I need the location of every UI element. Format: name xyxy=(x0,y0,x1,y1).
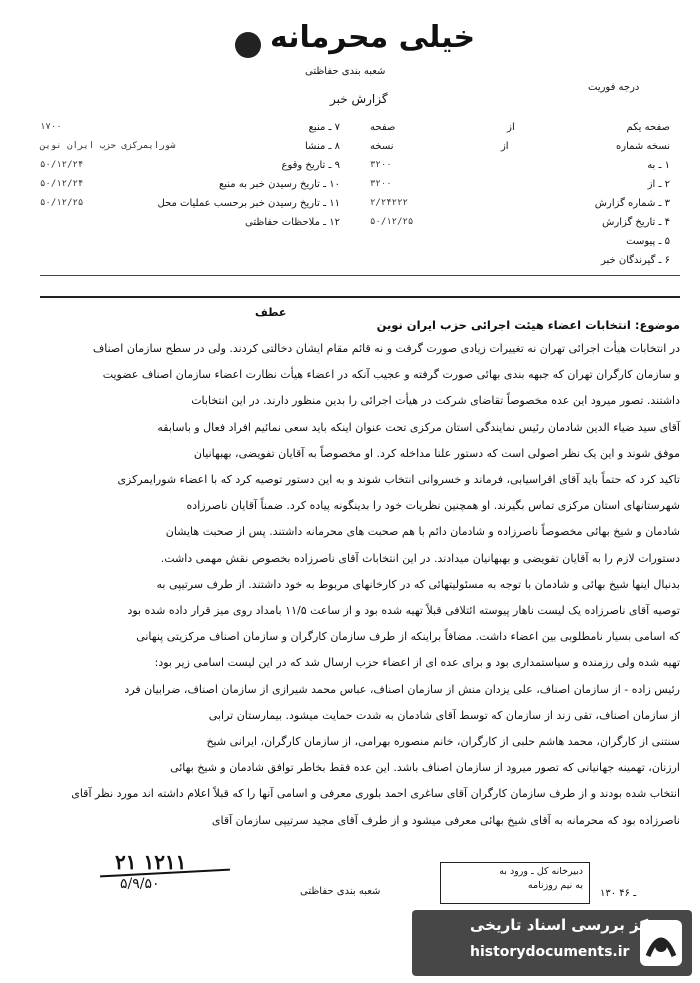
body-line: سنتنی از کارگران، محمد هاشم حلبی از کارگران، خانم منصوره بهرامی، از سازمان کارگران، ایرانی شیخ xyxy=(206,735,680,749)
header-row xyxy=(370,251,670,270)
field-value: ۱۷۰۰ xyxy=(40,122,62,132)
field-value: ۵۰/۱۲/۲۴ xyxy=(40,160,84,170)
field-label: ۵ ـ پیوست xyxy=(626,236,670,247)
divider xyxy=(40,296,680,298)
field-label: ۳ ـ شماره گزارش xyxy=(594,198,670,209)
body-line: ناصرزاده بود که محرمانه به آقای شیخ بهائی معرفی میشود و از طرف آقای مجید سرتیپی سازمان آقای xyxy=(211,813,680,827)
body-line: ارزنان، تهمینه جهانیانی که تصور میرود از سازمان اصناف باشد. این عده فقط بخاطر توافق شادمان و شیخ بهائی xyxy=(170,761,680,775)
field-value: ۵۰/۱۲/۲۴ xyxy=(40,179,84,189)
stamp-line: به نیم روزنامه xyxy=(527,880,583,891)
field-label: ۸ ـ منشا xyxy=(304,141,340,152)
field-label: ۹ ـ تاریخ وقوع xyxy=(281,160,340,171)
dept-label: شعبه بندی حفاظتی xyxy=(305,66,386,77)
field-value: شورایمرکزی حزب ایران نوین xyxy=(40,141,176,151)
report-label: گزارش خبر xyxy=(330,92,388,106)
body-line: تهیه شده ولی رزمنده و سیاستمداری بود و برای عده ای از اعضاء حزب ارسال شد که در این لیست اسامی زیر بود: xyxy=(154,656,680,670)
divider xyxy=(40,275,680,276)
field-label: نسخه xyxy=(370,141,394,152)
header-row xyxy=(370,213,670,232)
header-row xyxy=(370,194,670,213)
header-row xyxy=(40,118,340,137)
field-label: ۱ ـ به xyxy=(647,160,670,171)
reference-number: ۱۳۰ ـ ۴۶ xyxy=(600,888,637,899)
body-line: توصیه آقای ناصرزاده یک لیست ناهار پیوسته ائتلافی قبلاً تهیه شده بود و از ساعت ۱۱/۵ بامداد روی میز قرار داده شده بود xyxy=(127,604,680,618)
field-label: ۷ ـ منبع xyxy=(308,122,340,133)
field-label: از xyxy=(507,122,515,133)
field-value: ۳۲۰۰ xyxy=(370,179,392,189)
body-line: از سازمان اصناف، تقی زند از سازمان که توسط آقای شادمان به شدت حمایت میشود. بیمارستان ترابی xyxy=(208,708,680,722)
watermark-url[interactable]: historydocuments.ir xyxy=(470,944,630,960)
body-line: رئیس زاده - از سازمان اصناف، علی یزدان منش از سازمان اصناف، عباس محمد شیرازی از سازمان اصناف، ضرابیان فرد xyxy=(124,682,680,696)
body-line: بدنبال اینها شیخ بهائی و شادمان با توجه به مسئولیتهائی که در کارخانهای مربوط به خود داشتند. از طرف سرتیپی به xyxy=(156,577,680,591)
handwritten-number-2: ۵/۹/۵۰ xyxy=(120,876,160,892)
body-line: دستورات لازم را به آقایان تفویضی و بهبهانیان میدادند. در این انتخابات آقای ناصرزاده بخصوص نقش مهمی داشت. xyxy=(160,551,680,565)
header-fields-left xyxy=(40,118,340,232)
header-row xyxy=(40,137,340,156)
header-row xyxy=(370,156,670,175)
body-line: و سازمان کارگران تهران که جبهه بندی بهائی صورت گرفته و عجیب آنکه در اعضاء هیأت نظارت اعضاء سازمان اصناف عضویت xyxy=(102,368,680,382)
body-line: تاکید کرد که حتماً باید آقای اقراسیابی، فرماند و خسروانی انتخاب شوند و به این دستور توصیه کرد که با اعضاء شورایمرکزی xyxy=(117,473,680,487)
field-label: ۲ ـ از xyxy=(647,179,670,190)
header-row xyxy=(40,156,340,175)
body-line: در انتخابات هیأت اجرائی تهران نه تغییرات زیادی صورت گرفت و نه قائم مقام ایشان دخالتی کردند. ولی در سطح سازمان اصناف xyxy=(92,342,680,355)
margin-mark: عطف xyxy=(255,306,287,319)
header-fields-right xyxy=(370,118,670,270)
field-label: صفحه xyxy=(370,122,396,133)
document-body xyxy=(30,336,680,834)
body-line: که اسامی بسیار نامطلوبی بین اعضاء داشت. مضافاً براینکه از طرف سازمان کارگران و سازمان اصناف مرکزیتی پنهانی xyxy=(136,630,680,644)
field-label: ۱۱ ـ تاریخ رسیدن خبر برحسب عملیات محل xyxy=(157,198,340,209)
body-line: شادمان و شیخ بهائی مخصوصاً ناصرزاده و شادمان دائم با هم صحبت های محرمانه داشتند. پس از صحبت هایشان xyxy=(165,525,680,539)
stamp-line: دبیرخانه کل ـ ورود به xyxy=(499,866,583,877)
body-line: آقای سید ضیاء الدین شادمان رئیس نمایندگی استان مرکزی تحت عنوان اینکه باید سعی نمائیم افراد فعال و باسابقه xyxy=(157,420,680,434)
header-row xyxy=(40,213,340,232)
handwritten-number: ۲۱ ۱۲۱۱ xyxy=(115,850,187,874)
header-row xyxy=(370,118,670,137)
body-line: موفق شوند و این یک نظر اصولی است که دستور علنا مداخله کرد. او مخصوصاً به آقایان تفویضی، بهبهانیان xyxy=(193,446,680,460)
field-label: ۱۲ ـ ملاحظات حفاظتی xyxy=(245,217,340,228)
field-value: ۳۲۰۰ xyxy=(370,160,392,170)
watermark-title: مرکز بررسی اسناد تاریخی xyxy=(470,916,667,934)
header-row xyxy=(370,137,670,156)
header-row xyxy=(370,232,670,251)
field-label: ۱۰ ـ تاریخ رسیدن خبر به منبع xyxy=(218,179,340,190)
header-row xyxy=(40,175,340,194)
field-label: ۶ ـ گیرندگان خبر xyxy=(600,255,670,266)
registry-stamp xyxy=(440,862,590,904)
header-row xyxy=(370,175,670,194)
field-label: نسخه شماره xyxy=(616,141,670,152)
header-row xyxy=(40,194,340,213)
field-label: صفحه یکم xyxy=(626,122,670,133)
field-label: ۴ ـ تاریخ گزارش xyxy=(602,217,670,228)
body-line: انتخاب شده بودند و از طرف سازمان کارگران آقای ساغری احمد بلوری معرفی و اسامی آنها را که قبلاً اعلام داشته اند مورد نظر آقای xyxy=(71,787,680,801)
body-line: شهرستانهای استان مرکزی تماس بگیرند. او همچنین نظریات خود را بدینگونه پیاده کرد. ضمناً آقایان ناصرزاده xyxy=(186,499,680,513)
seal-icon xyxy=(235,32,261,58)
field-label: از xyxy=(500,141,509,152)
footer-dept: شعبه بندی حفاظتی xyxy=(300,886,381,897)
urgency-label: درجه فوریت xyxy=(588,82,640,93)
subject-line: موضوع: انتخابات اعضاء هیئت اجرائی حزب ایران نوین xyxy=(376,318,680,332)
document-title: خیلی محرمانه xyxy=(270,20,476,55)
body-line: داشتند. تصور میرود این عده مخصوصاً تقاضای شرکت در هیأت اجرائی را بدین منظور دارند. در این انتخابات xyxy=(191,394,680,408)
field-value: ۵۰/۱۲/۲۵ xyxy=(370,217,414,227)
field-value: ۲/۲۴۲۲۲ xyxy=(370,198,408,208)
field-value: ۵۰/۱۲/۲۵ xyxy=(40,198,84,208)
